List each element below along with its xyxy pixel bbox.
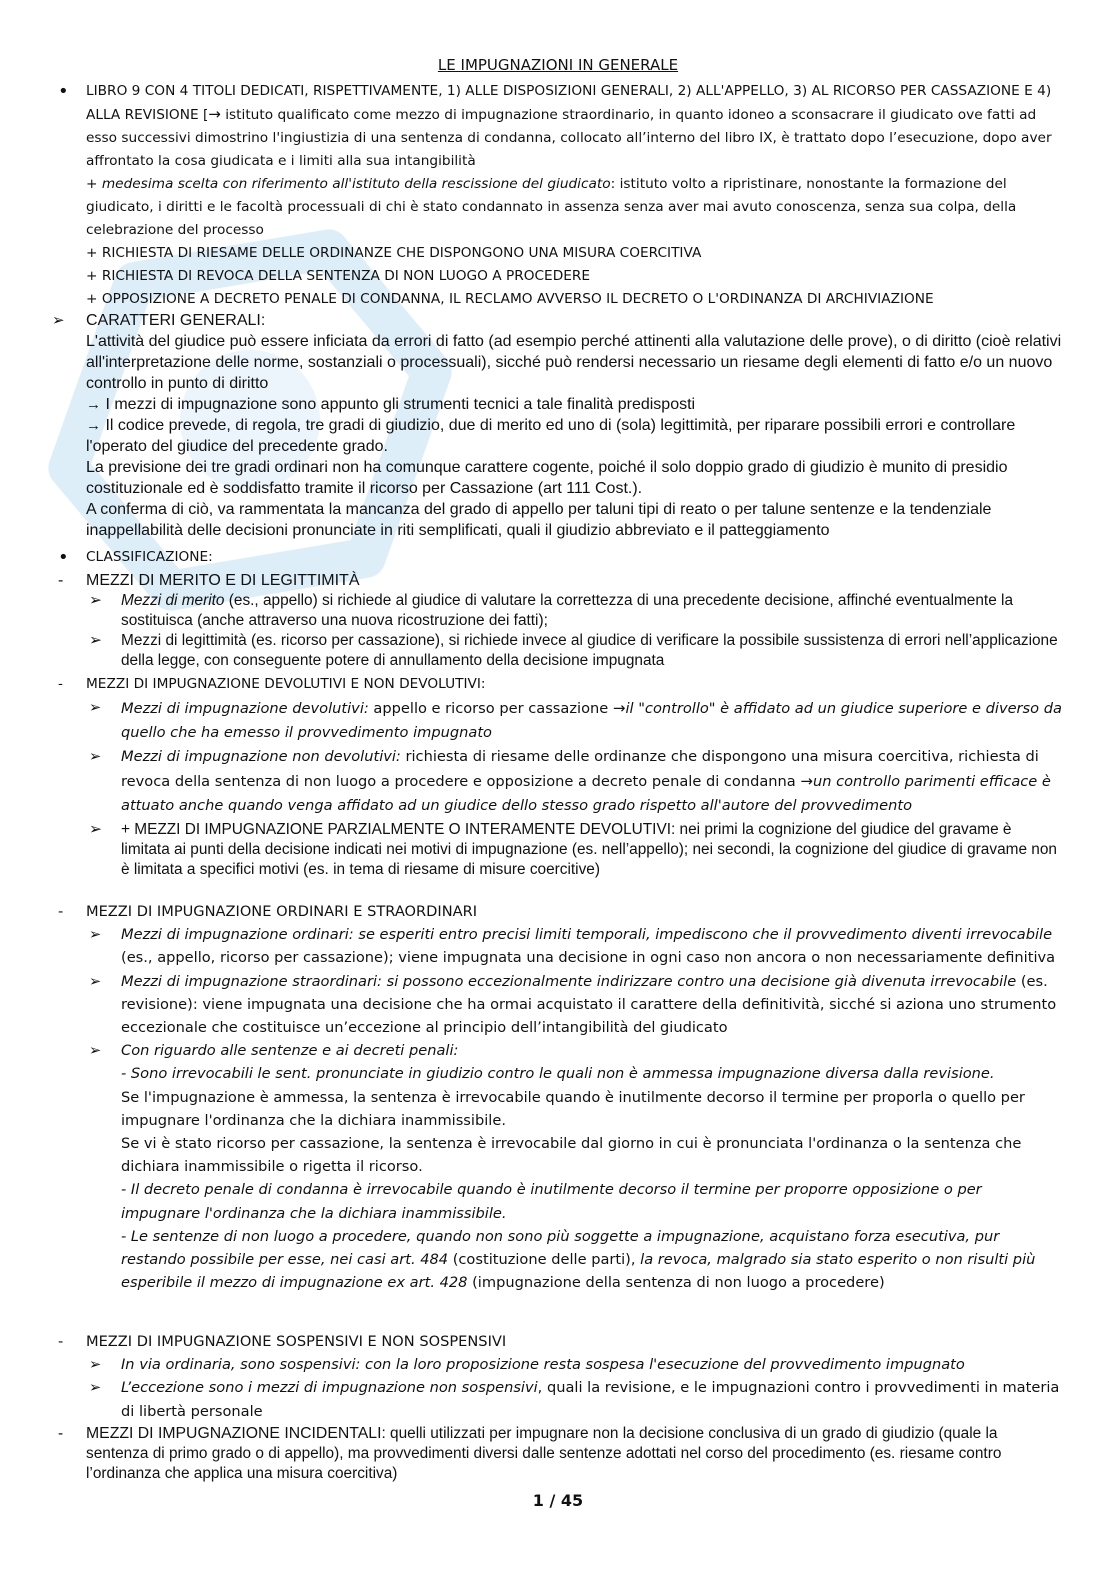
classificazione-heading-row: [0, 546, 1116, 569]
list-item: [89, 591, 1064, 631]
straordinari-italic: Mezzi di impugnazione straordinari: si possono eccezionalmente indirizzare contro una decisione già divenuta irrevocabile: [121, 972, 1017, 990]
intro-bullet-rest: istituto qualificato come mezzo di impugnazione straordinario, in quanto idoneo a sconsacrare il giudicato ove fatti ad esso successivi dimostrino l'ingiustizia di una sentenza di condanna, collocato all’interno del libro IX, è trattato dopo l’esecuzione, dopo aver affrontato la cosa giudicata e i limiti alla sua intangibilità: [86, 107, 1052, 169]
straordinari-text: (es. revisione): viene impugnata una decisione che ha ormai acquistato il carattere della definitività, sicché si aziona uno strumento eccezionale che costituisce un’eccezione al principio dell’intangibilità del giudicato: [121, 972, 1057, 1037]
incidentali-section: [0, 1424, 1116, 1484]
subsection-heading: [58, 673, 1064, 696]
list-item: [89, 745, 1064, 818]
paragraph: [86, 394, 1064, 415]
subsection-heading: [58, 1330, 1064, 1353]
devolutivi-section: [0, 673, 1116, 880]
paragraph: Se l'impugnazione è ammessa, la sentenza è irrevocabile quando è inutilmente decorso il termine per proporla o quello per impugnare l'ordinanza che la dichiara inammissibile.: [121, 1088, 1025, 1129]
arrow-bullet-icon: ➢: [89, 699, 102, 716]
right-arrow-icon: →: [86, 417, 101, 434]
devolutivi-tail: il "controllo" è affidato ad un giudice superiore e diverso da quello che ha emesso il provvedimento impugnato: [121, 700, 1062, 741]
paragraph-text: - Le sentenze di non luogo a procedere, quando non sono più soggette a impugnazione, acquistano forza esecutiva, pur restando possibile per esse, nei casi art. 484: [121, 1227, 1000, 1269]
dash-icon: -: [58, 676, 63, 692]
arrow-bullet-icon: ➢: [89, 748, 102, 765]
list-item: + RICHIESTA DI REVOCA DELLA SENTENZA DI NON LUOGO A PROCEDERE: [86, 268, 591, 284]
subsection-heading: [58, 900, 1064, 923]
list-item: [89, 1353, 1064, 1376]
parzialmente-devolutivi-text: + MEZZI DI IMPUGNAZIONE PARZIALMENTE O INTERAMENTE DEVOLUTIVI: nei primi la cognizione del giudice del gravame è limitata ai punti della decisione indicati nei motivi di impugnazione (es. nell’appello); nei secondi, la cognizione del giudice di gravame non è limitata a specifici motivi (es. in tema di riesame di misure coercitive): [121, 821, 1057, 878]
list-item: + OPPOSIZIONE A DECRETO PENALE DI CONDANNA, IL RECLAMO AVVERSO IL DECRETO O L'ORDINANZA DI ARCHIVIAZIONE: [86, 291, 934, 307]
caratteri-section: [0, 310, 1116, 541]
paragraph: [121, 1062, 1064, 1085]
paragraph: Se vi è stato ricorso per cassazione, la sentenza è irrevocabile dal giorno in cui è pronunciata l'ordinanza o la sentenza che dichiara inammissibile o rigetta il ricorso.: [121, 1135, 1022, 1176]
list-item: [58, 546, 1064, 569]
list-item: [89, 1376, 1064, 1422]
subsection-heading: [58, 570, 1064, 591]
arrow-bullet-icon: ➢: [89, 972, 102, 990]
right-arrow-icon: →: [800, 772, 813, 790]
dash-icon: -: [58, 1425, 64, 1442]
bullet-icon: •: [58, 81, 69, 102]
non-devolutivi-text: richiesta di riesame delle ordinanze che dispongono una misura coercitiva, richiesta di revoca della sentenza di non luogo a procedere e opposizione a decreto penale di condanna: [121, 748, 1039, 790]
non-sospensivi-text: , quali la revisione, e le impugnazioni contro i provvedimenti in materia di libertà personale: [121, 1379, 1060, 1420]
right-arrow-icon: →: [86, 396, 101, 413]
non-devolutivi-italic: Mezzi di impugnazione non devolutivi:: [121, 748, 401, 765]
ordinari-heading: MEZZI DI IMPUGNAZIONE ORDINARI E STRAORDINARI: [86, 903, 478, 920]
arrow-bullet-icon: ➢: [89, 1042, 102, 1060]
right-arrow-icon: →: [208, 105, 221, 123]
paragraph: [58, 1424, 1064, 1484]
merito-italic: Mezzi di merito: [121, 592, 225, 609]
page-title: LE IMPUGNAZIONI IN GENERALE: [437, 56, 679, 74]
paragraph-text: (costituzione delle parti),: [448, 1251, 641, 1269]
rescissione-text: : istituto volto a ripristinare, nonostante la formazione del giudicato, i diritti e le facoltà processuali di chi è stato condannato in assenza senza aver mai avuto conoscenza, senza sua colpa, della celebrazione del processo: [86, 176, 1017, 238]
incidentali-heading: MEZZI DI IMPUGNAZIONE INCIDENTALI: [86, 1425, 382, 1442]
arrow-bullet-icon: ➢: [89, 1356, 102, 1374]
sospensivi-italic: In via ordinaria, sono sospensivi: con la loro proposizione resta sospesa l'esecuzione del provvedimento impugnato: [121, 1356, 965, 1374]
ordinari-italic: Mezzi di impugnazione ordinari: se esperiti entro precisi limiti temporali, impediscono che il provvedimento diventi irrevocabile: [121, 926, 1053, 944]
arrow-bullet-icon: ➢: [89, 1379, 102, 1397]
merito-section: [0, 570, 1116, 671]
paragraph: [121, 1178, 1064, 1224]
page-number: 1 / 45: [532, 1491, 584, 1510]
arrow-bullet-icon: ➢: [89, 592, 102, 609]
ordinari-section: [0, 900, 1116, 1294]
list-item: [89, 820, 1064, 880]
dash-icon: -: [58, 572, 64, 589]
devolutivi-heading: MEZZI DI IMPUGNAZIONE DEVOLUTIVI E NON DEVOLUTIVI:: [86, 676, 486, 692]
classificazione-heading: CLASSIFICAZIONE:: [86, 549, 213, 565]
right-arrow-icon: →: [612, 699, 626, 717]
legittimita-text: Mezzi di legittimità (es. ricorso per cassazione), si richiede invece al giudice di verificare la possibile sussistenza di errori nell’applicazione della legge, con conseguente potere di annullamento della decisione impugnata: [121, 632, 1058, 669]
arrow-bullet-icon: ➢: [52, 312, 65, 329]
intro-bullet-text: LIBRO 9 CON 4 TITOLI DEDICATI, RISPETTIVAMENTE, 1) ALLE DISPOSIZIONI GENERALI, 2) ALL'APPELLO, 3) AL RICORSO PER CASSAZIONE E 4) ALLA REVISIONE [: [86, 83, 1052, 123]
paragraph-text: - Sono irrevocabili le sent. pronunciate in giudizio contro le quali non è ammessa impugnazione diversa dalla revisione.: [121, 1065, 995, 1083]
arrow-bullet-icon: ➢: [89, 926, 102, 944]
dash-icon: -: [58, 1333, 64, 1350]
section-heading: [52, 310, 1064, 331]
paragraph: La previsione dei tre gradi ordinari non ha comunque carattere cogente, poiché il solo doppio grado di giudizio è munito di presidio costituzionale ed è soddisfatto tramite il ricorso per Cassazione (art 111 Cost.).: [86, 459, 1008, 497]
paragraph-text: I mezzi di impugnazione sono appunto gli strumenti tecnici a tale finalità predisposti: [101, 396, 696, 413]
paragraph: L'attività del giudice può essere inficiata da errori di fatto (ad esempio perché attinenti alla valutazione delle prove), o di diritto (cioè relativi all'interpretazione delle norme, sostanziali o processuali), sicché può rendersi necessario un riesame degli elementi di fatto e/o un nuovo controllo in punto di diritto: [86, 333, 1062, 392]
list-item: [89, 1039, 1064, 1062]
list-item: [89, 696, 1064, 745]
list-item: [89, 631, 1064, 671]
ordinari-text: (es., appello, ricorso per cassazione); viene impugnata una decisione in ogni caso non ancora o non necessariamente definitiva: [121, 949, 1056, 967]
rescissione-italic: + medesima scelta con riferimento all'istituto della rescissione del giudicato: [86, 176, 611, 192]
dash-icon: -: [58, 903, 64, 920]
paragraph-text: Il codice prevede, di regola, tre gradi di giudizio, due di merito ed uno di (sola) legittimità, per riparare possibili errori e controllare l'operato del giudice del precedente grado.: [86, 417, 1016, 455]
paragraph-text: - Il decreto penale di condanna è irrevocabile quando è inutilmente decorso il termine per proporre opposizione o per impugnare l'ordinanza che la dichiara inammissibile.: [121, 1181, 982, 1222]
devolutivi-text: appello e ricorso per cassazione: [368, 700, 613, 717]
paragraph-text: (impugnazione della sentenza di non luogo a procedere): [467, 1274, 885, 1292]
merito-text: (es., appello) si richiede al giudice di valutare la correttezza di una precedente decisione, affinché eventualmente la sostituisca (anche attraverso una nuova ricostruzione dei fatti);: [121, 592, 1014, 629]
paragraph: A conferma di ciò, va rammentata la mancanza del grado di appello per taluni tipi di reato o per talune sentenze e la tendenziale inappellabilità delle decisioni pronunciate in riti semplificati, quali il giudizio abbreviato e il patteggiamento: [86, 501, 992, 539]
list-item: [89, 923, 1064, 969]
arrow-bullet-icon: ➢: [89, 821, 102, 838]
list-item: [86, 173, 1064, 242]
intro-section: [0, 80, 1116, 311]
caratteri-heading: CARATTERI GENERALI:: [86, 312, 266, 329]
paragraph-text: la revoca, malgrado sia stato esperito o non risulti più esperibile il mezzo di impugnazione ex art. 428: [121, 1251, 1036, 1292]
list-item: [58, 80, 1064, 173]
incidentali-text: : quelli utilizzati per impugnare non la decisione conclusiva di un grado di giudizio (quale la sentenza di primo grado o di appello), ma provvedimenti diversi dalle sentenze adottati nel corso del procedimento (es. riesame contro l’ordinanza che applica una misura coercitiva): [86, 1425, 1002, 1482]
sospensivi-section: [0, 1330, 1116, 1423]
list-item: + RICHIESTA DI RIESAME DELLE ORDINANZE CHE DISPONGONO UNA MISURA COERCITIVA: [86, 245, 702, 261]
list-item: [89, 970, 1064, 1040]
non-sospensivi-italic: L’eccezione sono i mezzi di impugnazione non sospensivi: [121, 1379, 538, 1397]
paragraph: [86, 415, 1064, 457]
merito-heading: MEZZI DI MERITO E DI LEGITTIMITÀ: [86, 572, 360, 589]
devolutivi-italic: Mezzi di impugnazione devolutivi:: [121, 700, 369, 717]
sentenze-heading: Con riguardo alle sentenze e ai decreti penali:: [121, 1042, 459, 1060]
bullet-icon: •: [58, 547, 69, 568]
sospensivi-heading: MEZZI DI IMPUGNAZIONE SOSPENSIVI E NON SOSPENSIVI: [86, 1333, 507, 1350]
paragraph: [121, 1225, 1064, 1295]
non-devolutivi-tail: un controllo parimenti efficace è attuato anche quando venga affidato ad un giudice dello stesso grado rispetto all'autore del provvedimento: [121, 773, 1051, 814]
arrow-bullet-icon: ➢: [89, 632, 102, 649]
